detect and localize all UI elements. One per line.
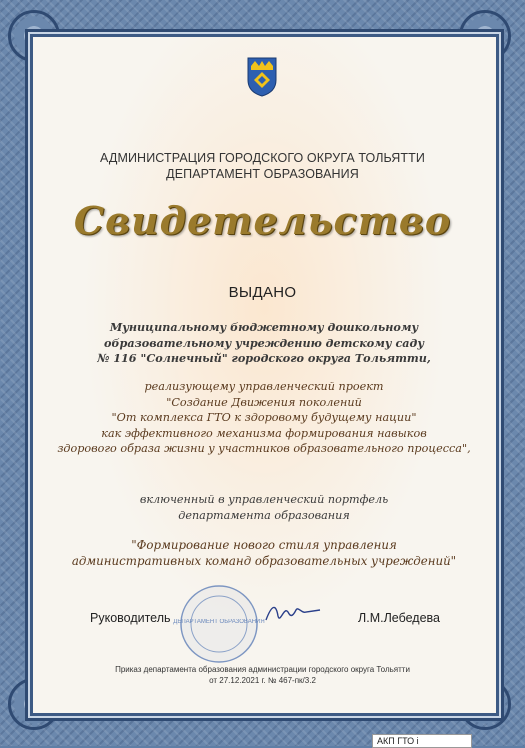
seal-text: ДЕПАРТАМЕНТ ОБРАЗОВАНИЯ [173, 619, 265, 625]
recipient-block [34, 320, 494, 367]
portfolio-block [34, 492, 494, 523]
order-line: Приказ департамента образования администрации городского округа Тольятти [115, 665, 410, 674]
administration-header [60, 150, 465, 182]
signer-role: Руководитель [90, 611, 171, 625]
style-block [34, 538, 494, 569]
project-block [34, 379, 494, 457]
project-line: здорового образа жизни у участников образовательного процесса", [57, 442, 471, 455]
style-line: административных команд образовательных учреждений" [71, 553, 457, 568]
signer-name: Л.М.Лебедева [358, 611, 440, 625]
certificate-title: Свидетельство [73, 198, 452, 243]
recipient-line: образовательному учреждению детскому саду [103, 335, 425, 350]
department-line: ДЕПАРТАМЕНТ ОБРАЗОВАНИЯ [166, 167, 359, 181]
portfolio-line: департамента образования [178, 508, 350, 522]
project-line: "Создание Движения поколений [166, 395, 362, 409]
portfolio-line: включенный в управленческий портфель [139, 493, 389, 506]
city-emblem-icon [246, 56, 278, 98]
signature-row [90, 611, 450, 631]
recipient-line: № 116 "Солнечный" городского округа Тольятти, [97, 351, 431, 365]
order-date-line: от 27.12.2021 г. № 467-пк/3.2 [209, 676, 316, 685]
issued-label: ВЫДАНО [228, 284, 297, 301]
corner-tag: АКП ГТО і [372, 734, 472, 748]
project-line: реализующему управленческий проект [144, 380, 384, 393]
project-line: как эффективного механизма формирования навыков [101, 426, 427, 440]
style-line: "Формирование нового стиля управления [131, 538, 397, 552]
administration-line: АДМИНИСТРАЦИЯ ГОРОДСКОГО ОКРУГА ТОЛЬЯТТИ [100, 151, 425, 165]
order-reference [70, 664, 455, 686]
recipient-line: Муниципальному бюджетному дошкольному [109, 320, 419, 334]
project-line: "От комплекса ГТО к здоровому будущему нации" [111, 411, 417, 424]
